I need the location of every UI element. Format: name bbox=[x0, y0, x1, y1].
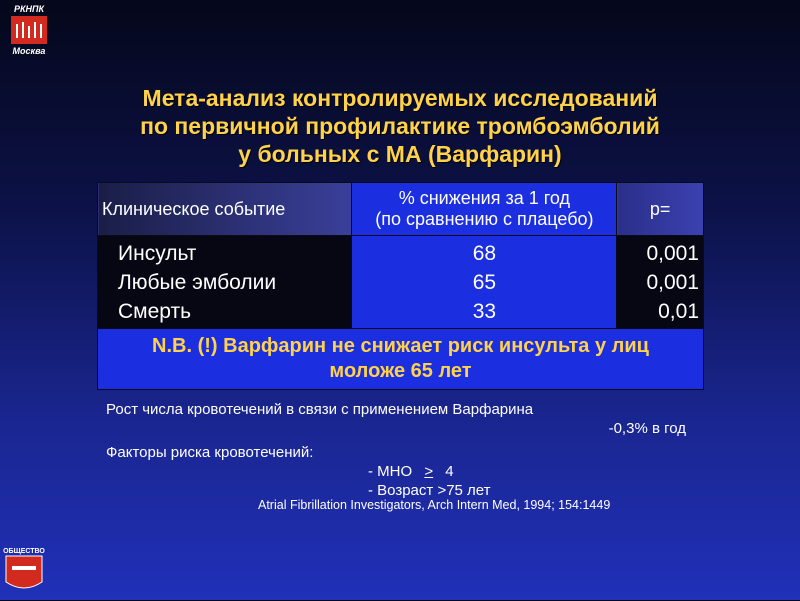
header-p: p= bbox=[617, 183, 704, 236]
bleeding-value: -0,3% в год bbox=[608, 420, 686, 437]
society-logo-text: ОБЩЕСТВО bbox=[3, 548, 45, 555]
risk-factors-heading: Факторы риска кровотечений: bbox=[106, 444, 314, 461]
event-cell: Инсульт bbox=[118, 241, 197, 265]
risk-factor-inr bbox=[106, 462, 706, 481]
title-line-2: по первичной профилактике тромбоэмболий bbox=[140, 113, 660, 139]
header-event: Клиническое событие bbox=[98, 183, 352, 236]
logo-city-text: Москва bbox=[12, 46, 46, 56]
p-column bbox=[617, 236, 704, 329]
nb-line-2: моложе 65 лет bbox=[329, 360, 472, 382]
title-line-3: у больных с МА (Варфарин) bbox=[238, 141, 562, 167]
greater-equal-symbol: > bbox=[424, 463, 434, 480]
reduction-cell: 68 bbox=[472, 241, 497, 265]
society-logo-icon bbox=[2, 548, 46, 596]
p-cell: 0,001 bbox=[646, 241, 699, 265]
header-reduction-line1: % снижения за 1 год bbox=[398, 188, 571, 208]
reduction-cell: 65 bbox=[472, 270, 497, 294]
p-cell: 0,01 bbox=[658, 299, 699, 323]
table-body-row bbox=[98, 236, 704, 329]
heart-logo-icon bbox=[11, 16, 47, 44]
event-cell: Смерть bbox=[118, 299, 192, 323]
citation: Atrial Fibrillation Investigators, Arch Intern Med, 1994; 154:1449 bbox=[258, 498, 611, 512]
header-reduction bbox=[352, 183, 617, 236]
title-line-1: Мета-анализ контролируемых исследований bbox=[142, 85, 658, 111]
bleeding-note: Рост числа кровотечений в связи с применением Варфарина bbox=[106, 401, 534, 418]
logo-top-text: РКНПК bbox=[13, 4, 45, 14]
header-reduction-line2: (по сравнению с плацебо) bbox=[375, 209, 594, 229]
event-column bbox=[98, 236, 352, 329]
p-cell: 0,001 bbox=[646, 270, 699, 294]
nb-note bbox=[98, 329, 704, 390]
slide-title bbox=[40, 84, 760, 168]
table-header-row bbox=[98, 183, 704, 236]
nb-row bbox=[98, 329, 704, 390]
reduction-column bbox=[352, 236, 617, 329]
notes-block bbox=[106, 400, 706, 500]
factor1-prefix: - МНО bbox=[368, 463, 413, 480]
nb-line-1: N.B. (!) Варфарин не снижает риск инсульта у лиц bbox=[152, 335, 649, 357]
organization-logo bbox=[6, 4, 52, 56]
results-table bbox=[97, 182, 704, 390]
reduction-cell: 33 bbox=[472, 299, 497, 323]
risk-factor-age: - Возраст >75 лет bbox=[368, 482, 491, 499]
factor1-value: 4 bbox=[445, 463, 454, 480]
society-logo bbox=[2, 548, 46, 596]
event-cell: Любые эмболии bbox=[118, 270, 277, 294]
